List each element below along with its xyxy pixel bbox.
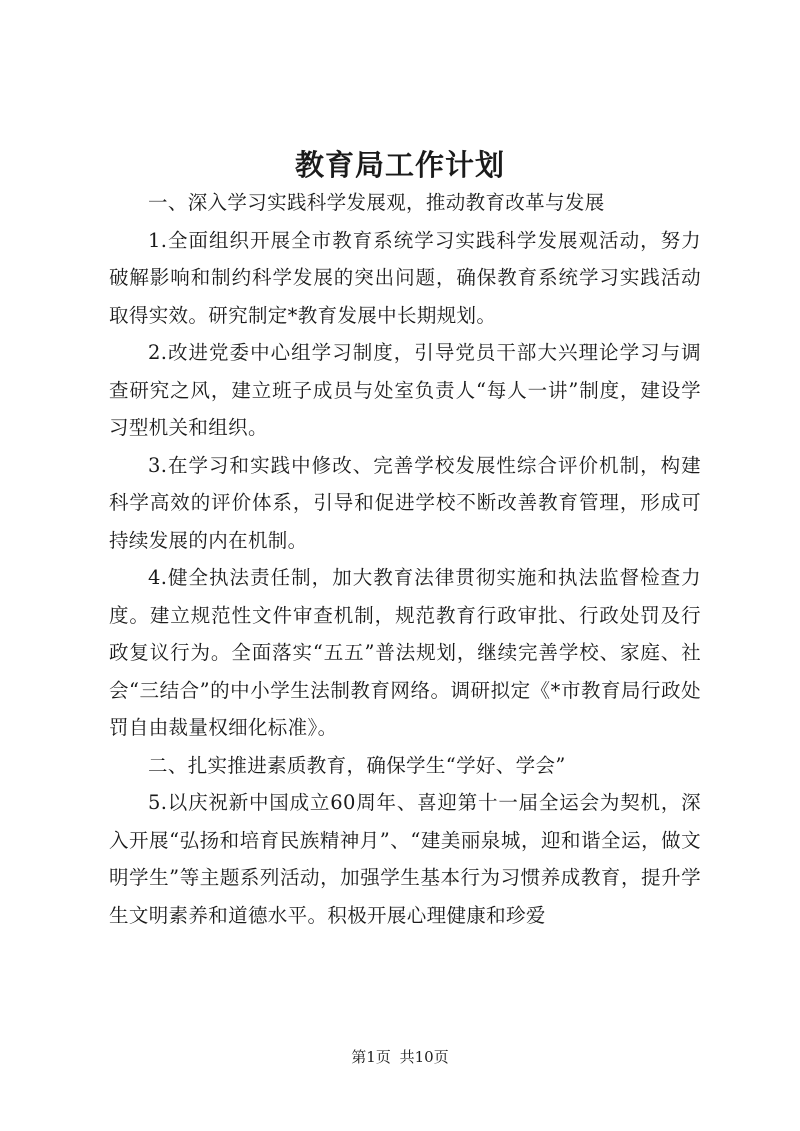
paragraph-item-4: 4.健全执法责任制，加大教育法律贯彻实施和执法监督检查力度。建立规范性文件审查机制，规范教育行政审批、行政处罚及行政复议行为。全面落实“五五”普法规划，继续完善学校、家庭、社会“三结合”的中小学生法制教育网络。调研拟定《*市教育局行政处罚自由裁量权细化标准》。 [109,566,701,739]
paragraph-item-3: 3.在学习和实践中修改、完善学校发展性综合评价机制，构建科学高效的评价体系，引导和促进学校不断改善教育管理，形成可持续发展的内在机制。 [109,453,701,552]
page-total: 共10页 [399,1048,449,1066]
section-heading-2: 二、扎实推进素质教育，确保学生“学好、学会” [148,753,566,777]
paragraph-item-1: 1.全面组织开展全市教育系统学习实践科学发展观活动，努力破解影响和制约科学发展的突出问题，确保教育系统学习实践活动取得实效。研究制定*教育发展中长期规划。 [109,228,701,327]
paragraph-item-5: 5.以庆祝新中国成立60周年、喜迎第十一届全运会为契机，深入开展“弘扬和培育民族精神月”、“建美丽泉城，迎和谐全运，做文明学生”等主题系列活动，加强学生基本行为习惯养成教育，提升学生文明素养和道德水平。积极开展心理健康和珍爱 [109,791,701,927]
section-heading-1: 一、深入学习实践科学发展观，推动教育改革与发展 [148,191,605,214]
paragraph-item-2: 2.改进党委中心组学习制度，引导党员干部大兴理论学习与调查研究之风，建立班子成员与处室负责人“每人一讲”制度，建设学习型机关和组织。 [109,341,701,439]
page-footer [0,1046,800,1067]
document-body [109,184,701,934]
page-number: 第1页 [351,1048,391,1066]
document-title: 教育局工作计划 [294,148,505,182]
